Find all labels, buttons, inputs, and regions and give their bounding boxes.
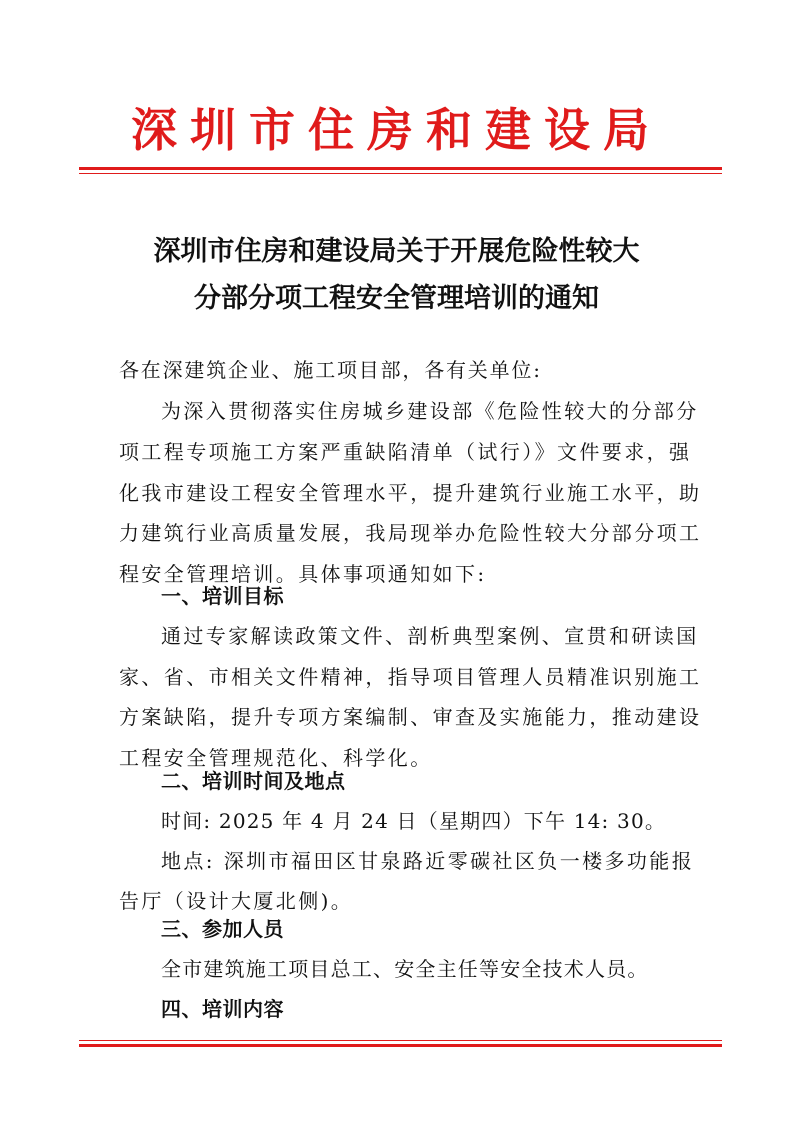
salutation: 各在深建筑企业、施工项目部，各有关单位:: [119, 358, 542, 382]
header-rule-thick: [79, 167, 722, 170]
footer-rule-thick: [79, 1044, 722, 1047]
intro-line: 为深入贯彻落实住房城乡建设部《危险性较大的分部分: [161, 399, 699, 423]
section-heading-participants: 三、参加人员: [161, 917, 284, 941]
document-title-line-1: 深圳市住房和建设局关于开展危险性较大: [153, 236, 640, 267]
intro-line: 项工程专项施工方案严重缺陷清单（试行）》文件要求，强: [119, 440, 692, 464]
section-heading-content: 四、培训内容: [161, 997, 284, 1021]
training-time: 时间: 2025 年 4 月 24 日（星期四）下午 14: 30。: [161, 809, 667, 833]
footer-rule-thin: [79, 1040, 722, 1041]
section-heading-time-place: 二、培训时间及地点: [161, 769, 346, 793]
training-place-line: 地点: 深圳市福田区甘泉路近零碳社区负一楼多功能报: [161, 849, 695, 873]
document-title-line-2: 分部分项工程安全管理培训的通知: [194, 283, 599, 314]
document-title: [0, 228, 793, 322]
training-place-line: 告厅（设计大厦北侧)。: [119, 889, 354, 913]
header-rule-thin: [79, 173, 722, 174]
objectives-line: 通过专家解读政策文件、剖析典型案例、宣贯和研读国: [161, 624, 699, 648]
objectives-line: 方案缺陷，提升专项方案编制、审查及实施能力，推动建设: [119, 705, 702, 729]
issuing-authority-header: 深圳市住房和建设局: [131, 103, 662, 157]
intro-line: 程安全管理培训。具体事项通知如下:: [119, 562, 487, 586]
objectives-line: 家、省、市相关文件精神，指导项目管理人员精准识别施工: [119, 665, 702, 689]
section-heading-objectives: 一、培训目标: [161, 584, 284, 608]
participants-text: 全市建筑施工项目总工、安全主任等安全技术人员。: [161, 957, 649, 981]
intro-line: 力建筑行业高质量发展，我局现举办危险性较大分部分项工: [119, 521, 702, 545]
objectives-line: 工程安全管理规范化、科学化。: [119, 746, 433, 770]
intro-line: 化我市建设工程安全管理水平，提升建筑行业施工水平，助: [119, 481, 702, 505]
